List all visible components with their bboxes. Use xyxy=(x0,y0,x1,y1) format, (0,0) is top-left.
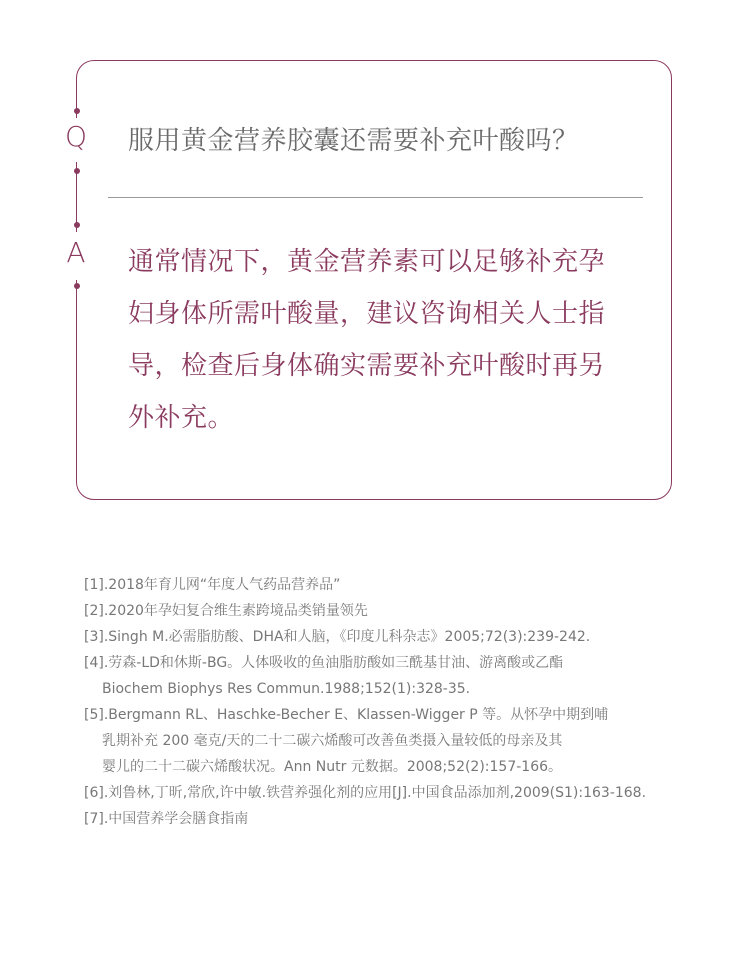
reference-text: [3].Singh M.必需脂肪酸、DHA和人脑，《印度儿科杂志》2005;72(3):239-242. xyxy=(84,629,591,645)
reference-item xyxy=(84,806,724,832)
connector-dot xyxy=(74,222,80,228)
reference-item xyxy=(84,650,724,702)
reference-continuation: 乳期补充 200 毫克/天的二十二碳六烯酸可改善鱼类摄入量较低的母亲及其 xyxy=(102,733,563,749)
reference-text: [7].中国营养学会膳食指南 xyxy=(84,811,249,827)
answer-text: 通常情况下，黄金营养素可以足够补充孕妇身体所需叶酸量，建议咨询相关人士指导，检查后身体确实需要补充叶酸时再另外补充。 xyxy=(128,247,606,433)
divider xyxy=(108,197,643,198)
reference-item xyxy=(84,572,724,598)
connector-dot xyxy=(74,108,80,114)
connector-dot xyxy=(74,168,80,174)
connector-dot xyxy=(74,283,80,289)
reference-list xyxy=(84,572,724,832)
reference-text: [1].2018年育儿网“年度人气药品营养品” xyxy=(84,577,341,593)
reference-text: [6].刘鲁林,丁昕,常欣,许中敏.铁营养强化剂的应用[J].中国食品添加剂,2009(S1):163-168. xyxy=(84,785,647,801)
question-text: 服用黄金营养胶囊还需要补充叶酸吗？ xyxy=(128,126,579,156)
reference-item xyxy=(84,780,724,806)
reference-item xyxy=(84,624,724,650)
reference-text: [2].2020年孕妇复合维生素跨境品类销量领先 xyxy=(84,603,368,619)
answer-letter: A xyxy=(66,236,86,269)
reference-continuation: 婴儿的二十二碳六烯酸状况。Ann Nutr 元数据。2008;52(2):157-166。 xyxy=(102,759,563,775)
reference-text: [5].Bergmann RL、Haschke-Becher E、Klassen-Wigger P 等。从怀孕中期到哺 xyxy=(84,707,609,723)
reference-item xyxy=(84,702,724,780)
reference-item xyxy=(84,598,724,624)
question-letter: Q xyxy=(64,120,88,153)
reference-text: [4].劳森-LD和休斯-BG。人体吸收的鱼油脂肪酸如三酰基甘油、游离酸或乙酯 xyxy=(84,655,564,671)
reference-continuation: Biochem Biophys Res Commun.1988;152(1):328-35. xyxy=(102,681,471,697)
